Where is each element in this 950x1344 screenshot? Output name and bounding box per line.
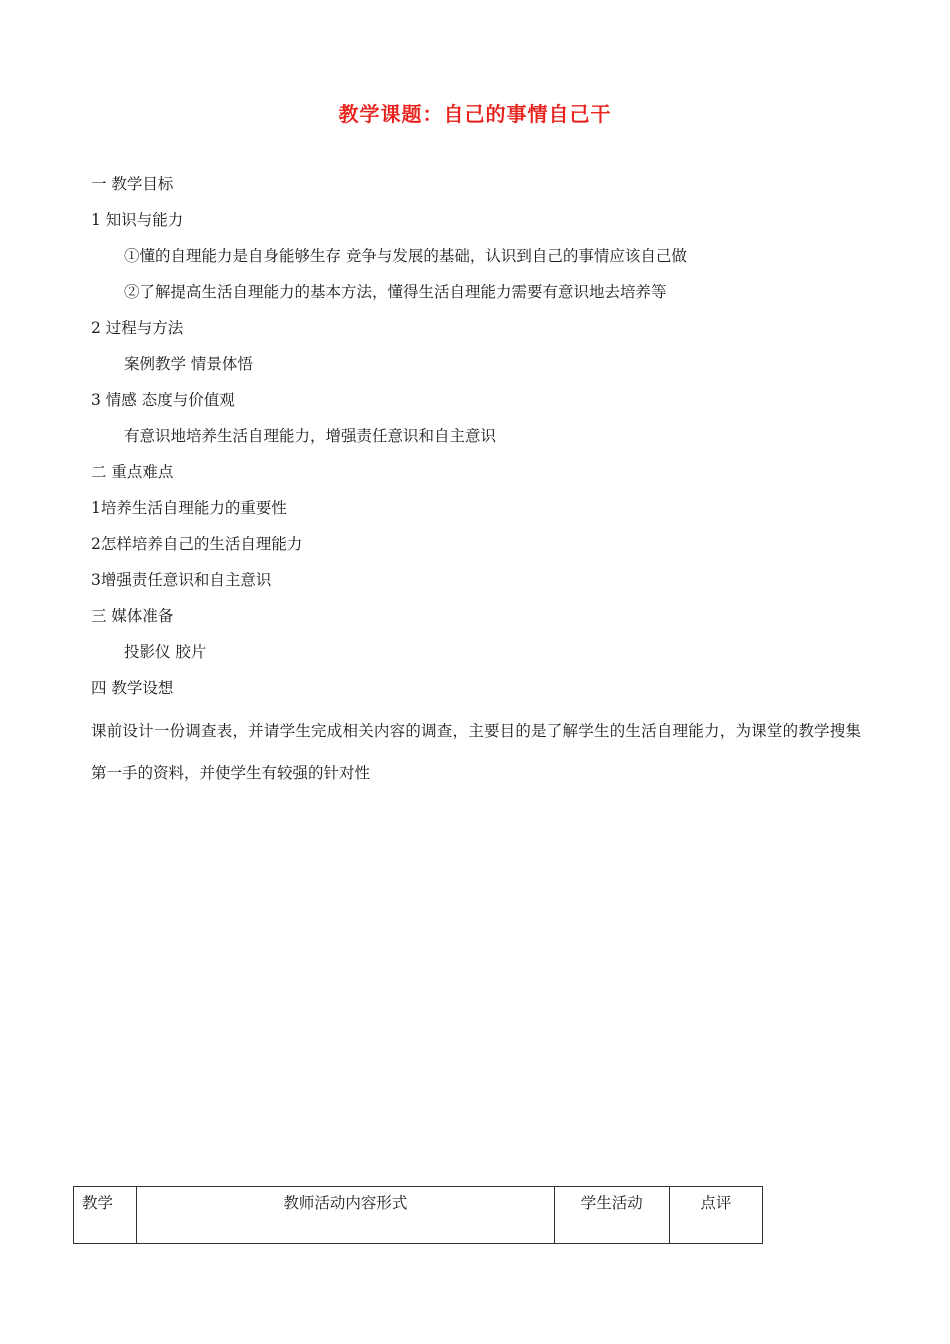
emotion-values-text: 有意识地培养生活自理能力，增强责任意识和自主意识 bbox=[124, 427, 497, 445]
key-point-2: 2怎样培养自己的生活自理能力 bbox=[91, 535, 303, 553]
table-row bbox=[74, 1187, 763, 1244]
subheading-emotion-values: 3 情感 态度与价值观 bbox=[91, 391, 235, 409]
subheading-process-method: 2 过程与方法 bbox=[91, 319, 184, 337]
table-header-comment: 点评 bbox=[669, 1187, 762, 1244]
table-header-student-activity: 学生活动 bbox=[554, 1187, 669, 1244]
lesson-table bbox=[73, 1186, 763, 1244]
section-heading-objectives: 一 教学目标 bbox=[91, 175, 174, 193]
objective-item-1: ①懂的自理能力是自身能够生存 竞争与发展的基础，认识到自己的事情应该自己做 bbox=[124, 247, 687, 265]
section-heading-teaching-plan: 四 教学设想 bbox=[91, 679, 174, 697]
section-heading-media: 三 媒体准备 bbox=[91, 607, 174, 625]
table-header-teacher-activity: 教师活动内容形式 bbox=[137, 1187, 555, 1244]
teaching-plan-paragraph: 课前设计一份调查表，并请学生完成相关内容的调查，主要目的是了解学生的生活自理能力，为课堂的教学搜集第一手的资料，并使学生有较强的针对性 bbox=[91, 722, 861, 782]
page-title: 教学课题：自己的事情自己干 bbox=[338, 102, 612, 126]
objective-item-2: ②了解提高生活自理能力的基本方法，懂得生活自理能力需要有意识地去培养等 bbox=[124, 283, 667, 301]
key-point-1: 1培养生活自理能力的重要性 bbox=[91, 499, 287, 517]
process-method-text: 案例教学 情景体悟 bbox=[124, 355, 253, 373]
media-text: 投影仪 胶片 bbox=[124, 643, 207, 661]
table-header-teaching: 教学 bbox=[74, 1187, 137, 1244]
key-point-3: 3增强责任意识和自主意识 bbox=[91, 571, 272, 589]
subheading-knowledge-ability: 1 知识与能力 bbox=[91, 211, 184, 229]
section-heading-key-points: 二 重点难点 bbox=[91, 463, 174, 481]
